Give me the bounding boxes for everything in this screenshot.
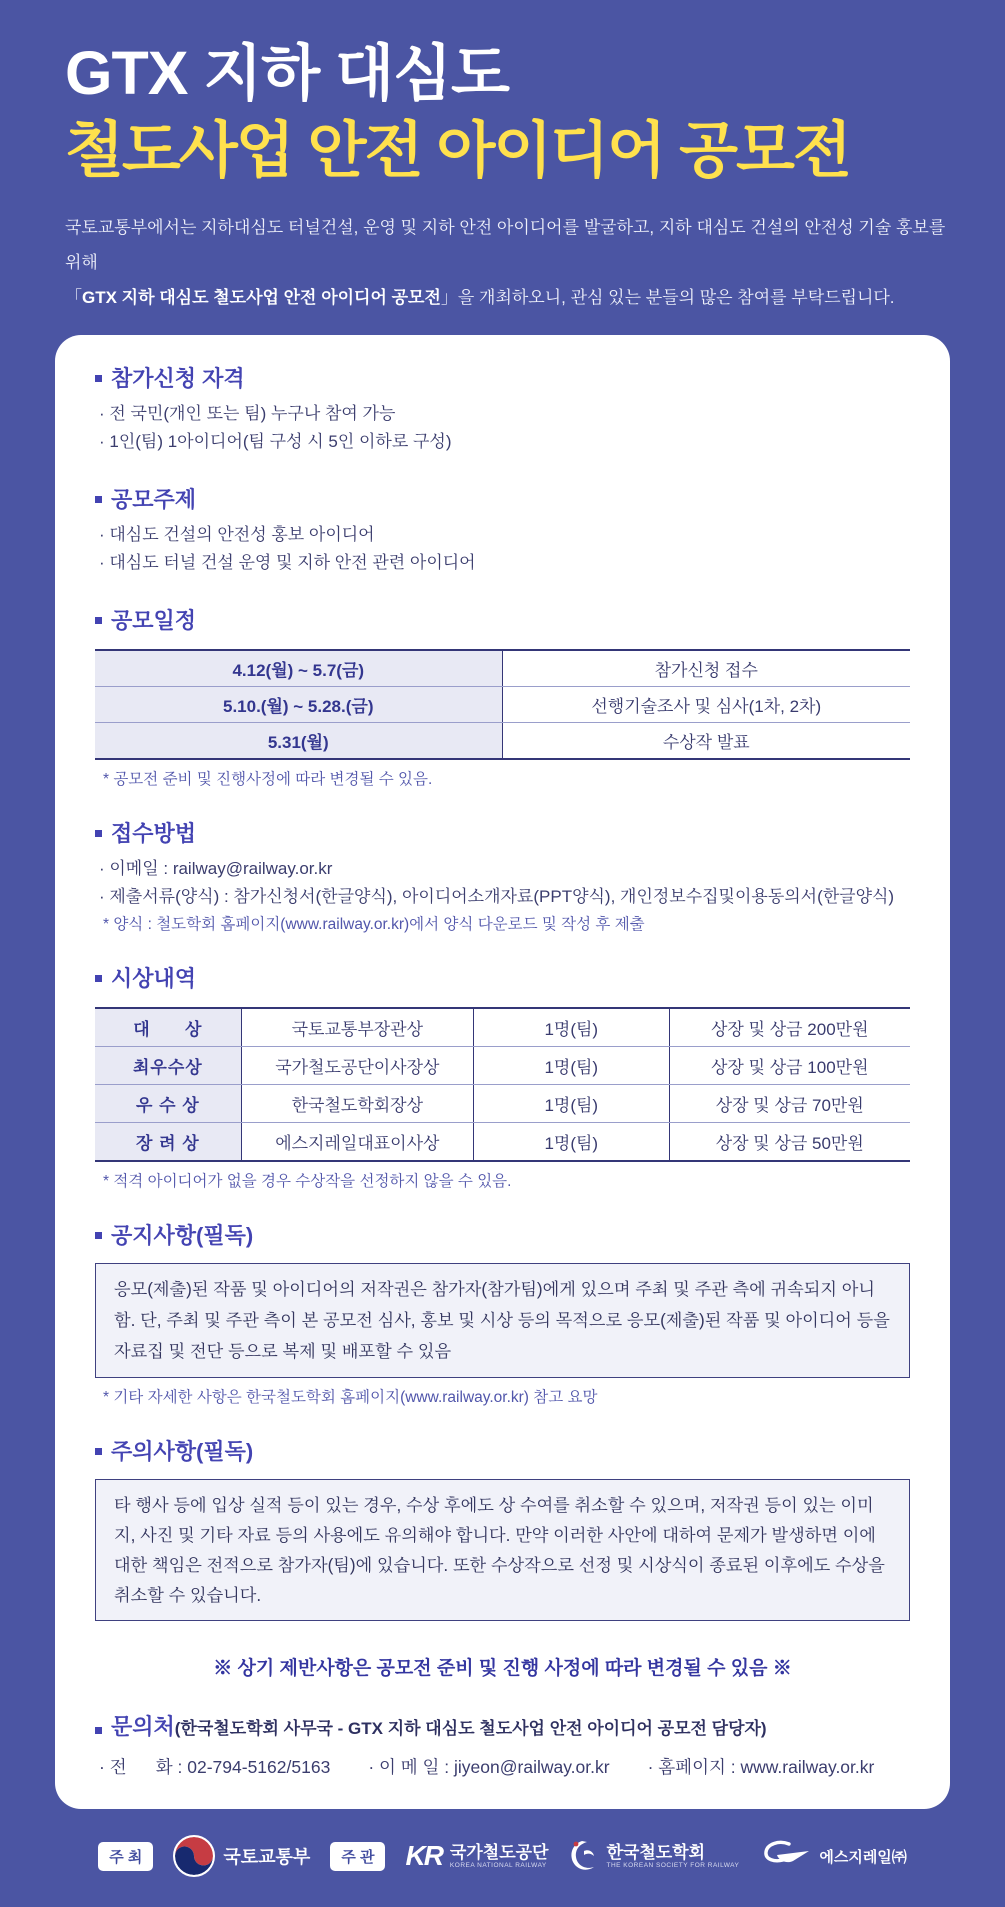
heading-bullet-icon <box>95 496 102 503</box>
org-knr <box>405 1840 548 1872</box>
method-note: * 양식 : 철도학회 홈페이지(www.railway.or.kr)에서 양식 다운로드 및 작성 후 제출 <box>103 916 645 934</box>
ksr-sublabel: THE KOREAN SOCIETY FOR RAILWAY <box>606 1862 740 1870</box>
section-eligibility-heading <box>95 365 910 392</box>
change-note: ※ 상기 제반사항은 공모전 준비 및 진행 사정에 따라 변경될 수 있음 ※ <box>213 1658 792 1680</box>
schedule-heading-label: 공모일정 <box>111 608 197 634</box>
knr-text <box>450 1843 549 1870</box>
theme-heading-label: 공모주제 <box>111 487 197 513</box>
method-heading-label: 접수방법 <box>111 821 197 847</box>
heading-bullet-icon <box>95 975 102 982</box>
intro-quote-open: 「 <box>65 288 82 308</box>
section-schedule-heading <box>95 607 910 634</box>
section-contact-heading <box>95 1710 910 1741</box>
schedule-period-cell: 5.31(월) <box>95 723 503 758</box>
poster-header <box>0 0 1005 315</box>
table-row <box>95 686 910 722</box>
awards-footnote: * 적격 아이디어가 없을 경우 수상작을 선정하지 않을 수 있음. <box>103 1173 512 1191</box>
award-prize-cell: 국토교통부장관상 <box>242 1009 474 1046</box>
award-reward-cell: 상장 및 상금 70만원 <box>715 1096 864 1116</box>
section-awards-heading <box>95 965 910 992</box>
ksr-bird-icon <box>568 1839 598 1873</box>
intro-contest-name: GTX 지하 대심도 철도사업 안전 아이디어 공모전 <box>82 288 441 308</box>
heading-bullet-icon <box>95 375 102 382</box>
contact-heading-sub: (한국철도학회 사무국 - GTX 지하 대심도 철도사업 안전 아이디어 공모전 담당자) <box>174 1719 767 1739</box>
kr-logo-icon: KR <box>405 1840 442 1872</box>
schedule-event-cell: 선행기술조사 및 심사(1차, 2차) <box>591 697 822 717</box>
intro-line2-rest: 」을 개최하오니, 관심 있는 분들의 많은 참여를 부탁드립니다. <box>440 288 895 308</box>
notice-heading-label: 공지사항(필독) <box>111 1223 254 1249</box>
list-item: · 이메일 : railway@railway.or.kr <box>99 859 333 879</box>
ksr-label: 한국철도학회 <box>606 1842 706 1862</box>
table-row <box>95 1046 910 1084</box>
ksr-text <box>606 1843 739 1870</box>
caution-heading-label: 주의사항(필독) <box>111 1439 254 1465</box>
schedule-period-cell: 5.10.(월) ~ 5.28.(금) <box>95 687 503 722</box>
contact-phone: · 전 화 : 02-794-5162/5163 <box>99 1757 331 1778</box>
heading-bullet-icon <box>95 830 102 837</box>
award-grade-cell: 우 수 상 <box>95 1085 242 1122</box>
list-item: · 1인(팀) 1아이디어(팀 구성 시 5인 이하로 구성) <box>99 432 452 452</box>
method-list <box>95 855 910 911</box>
organizer-badge: 주 관 <box>330 1842 385 1871</box>
intro-paragraph <box>65 210 950 315</box>
list-item: · 대심도 터널 건설 운영 및 지하 안전 관련 아이디어 <box>99 553 476 573</box>
org-ksr <box>568 1839 739 1873</box>
section-notice-heading <box>95 1222 910 1249</box>
knr-label: 국가철도공단 <box>449 1842 549 1862</box>
heading-bullet-icon <box>95 1448 102 1455</box>
award-count-cell: 1명(팀) <box>474 1009 670 1046</box>
awards-table <box>95 1007 910 1162</box>
heading-bullet-icon <box>95 1727 102 1734</box>
table-row <box>95 1084 910 1122</box>
section-caution-heading <box>95 1438 910 1465</box>
award-prize-cell: 국가철도공단이사장상 <box>242 1047 474 1084</box>
sgrail-s-icon <box>759 1839 811 1873</box>
table-row <box>95 722 910 758</box>
table-row <box>95 1122 910 1160</box>
section-theme-heading <box>95 486 910 513</box>
list-item: · 전 국민(개인 또는 팀) 누구나 참여 가능 <box>99 404 396 424</box>
schedule-footnote: * 공모전 준비 및 진행사정에 따라 변경될 수 있음. <box>103 771 433 789</box>
award-count-cell: 1명(팀) <box>474 1047 670 1084</box>
intro-line1: 국토교통부에서는 지하대심도 터널건설, 운영 및 지하 안전 아이디어를 발굴하고, 지하 대심도 건설의 안전성 기술 홍보를 위해 <box>65 218 946 273</box>
award-prize-cell: 한국철도학회장상 <box>242 1085 474 1122</box>
notice-footnote: * 기타 자세한 사항은 한국철도학회 홈페이지(www.railway.or.kr) 참고 요망 <box>103 1389 598 1407</box>
molit-taegeuk-icon <box>173 1835 215 1877</box>
contact-email: · 이 메 일 : jiyeon@railway.or.kr <box>368 1757 610 1778</box>
table-row <box>95 1009 910 1046</box>
heading-bullet-icon <box>95 617 102 624</box>
award-prize-cell: 에스지레일대표이사상 <box>242 1123 474 1160</box>
list-item: · 제출서류(양식) : 참가신청서(한글양식), 아이디어소개자료(PPT양식), 개인정보수집및이용동의서(한글양식) <box>99 887 895 907</box>
award-reward-cell: 상장 및 상금 50만원 <box>715 1134 864 1154</box>
contact-row <box>95 1754 910 1779</box>
org-sgrail <box>759 1839 906 1873</box>
knr-sublabel: KOREA NATIONAL RAILWAY <box>449 1862 547 1870</box>
footer-logos <box>0 1809 1005 1907</box>
table-row <box>95 651 910 686</box>
schedule-table <box>95 649 910 760</box>
award-grade-cell: 대 상 <box>95 1009 242 1046</box>
awards-heading-label: 시상내역 <box>111 966 197 992</box>
molit-label: 국토교통부 <box>223 1847 311 1868</box>
title-line2: 철도사업 안전 아이디어 공모전 <box>65 116 850 185</box>
award-grade-cell: 장 려 상 <box>95 1123 242 1160</box>
award-reward-cell: 상장 및 상금 100만원 <box>711 1058 869 1078</box>
eligibility-list <box>95 400 910 456</box>
schedule-event-cell: 수상작 발표 <box>662 733 750 753</box>
info-card <box>55 335 950 1809</box>
caution-box: 타 행사 등에 입상 실적 등이 있는 경우, 수상 후에도 상 수여를 취소할 수 있으며, 저작권 등이 있는 이미지, 사진 및 기타 자료 등의 사용에도 유의해야 합니다. 만약 이러한 사안에 대하여 문제가 발생하면 이에 대한 책임은 전적으로 참가자(팀)에 있습니다. 또한 수상작으로 선정 및 시상식이 종료된 이후에도 수상을 취소할 수 있습니다. <box>95 1479 910 1621</box>
sgrail-label: 에스지레일㈜ <box>819 1848 907 1866</box>
award-reward-cell: 상장 및 상금 200만원 <box>711 1020 869 1040</box>
org-molit <box>173 1835 310 1877</box>
award-count-cell: 1명(팀) <box>474 1123 670 1160</box>
theme-list <box>95 521 910 577</box>
contact-heading-label: 문의처 <box>111 1714 175 1740</box>
notice-box: 응모(제출)된 작품 및 아이디어의 저작권은 참가자(참가팀)에게 있으며 주최 및 주관 측에 귀속되지 아니함. 단, 주최 및 주관 측이 본 공모전 심사, 홍보 및 시상 등의 목적으로 응모(제출)된 작품 및 아이디어 등을 자료집 및 전단 등으로 복제 및 배포할 수 있음 <box>95 1263 910 1378</box>
contact-homepage: · 홈페이지 : www.railway.or.kr <box>647 1757 875 1778</box>
eligibility-heading-label: 참가신청 자격 <box>111 366 245 392</box>
schedule-period-cell: 4.12(월) ~ 5.7(금) <box>95 651 503 686</box>
title-line1: GTX 지하 대심도 <box>65 39 509 107</box>
award-grade-cell: 최우수상 <box>95 1047 242 1084</box>
award-count-cell: 1명(팀) <box>474 1085 670 1122</box>
list-item: · 대심도 건설의 안전성 홍보 아이디어 <box>99 525 375 545</box>
schedule-event-cell: 참가신청 접수 <box>654 661 758 681</box>
section-method-heading <box>95 820 910 847</box>
host-badge: 주 최 <box>98 1842 153 1871</box>
heading-bullet-icon <box>95 1232 102 1239</box>
